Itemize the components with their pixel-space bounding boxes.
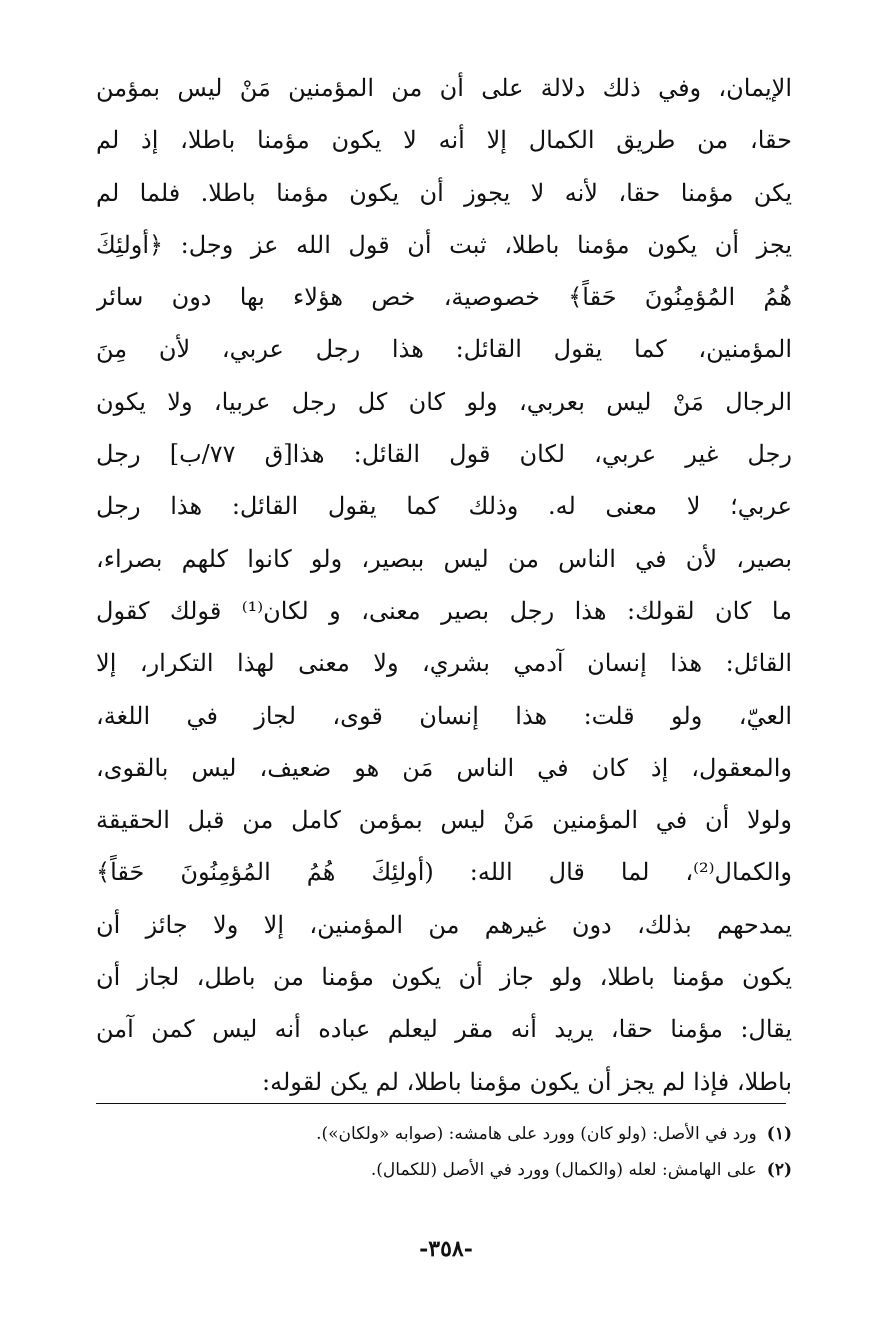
text-line: الإيمان، وفي ذلك دلالة على أن من المؤمنين مَنْ ليس بمؤمن bbox=[96, 74, 792, 102]
footnote-number: (٢) bbox=[766, 1160, 792, 1180]
text-line: والمعقول، إذ كان في الناس مَن هو ضعيف، ليس بالقوى، bbox=[96, 753, 792, 782]
text-line: ما كان لقولك: هذا رجل بصير معنى، و لكان⁽¹⁾ قولك كقول bbox=[96, 596, 792, 625]
footnote-text: على الهامش: لعله (والكمال) وورد في الأصل (للكمال). bbox=[370, 1160, 757, 1180]
text-line: رجل غير عربي، لكان قول القائل: هذا[ق ٧٧/ب] رجل bbox=[96, 440, 792, 469]
text-line: الرجال مَنْ ليس بعربي، ولو كان كل رجل عربيا، ولا يكون bbox=[96, 387, 792, 416]
text-line: يكون مؤمنا باطلا، ولو جاز أن يكون مؤمنا من باطل، لجاز أن bbox=[96, 963, 792, 992]
footnote-1 bbox=[150, 1116, 792, 1152]
footnotes bbox=[150, 1116, 792, 1188]
text-line: ولولا أن في المؤمنين مَنْ ليس بمؤمن كامل من قبل الحقيقة bbox=[96, 806, 792, 835]
text-line: حقا، من طريق الكمال إلا أنه لا يكون مؤمنا باطلا، إذ لم bbox=[96, 126, 792, 155]
text-line: بصير، لأن في الناس من ليس ببصير، ولو كانوا كلهم بصراء، bbox=[96, 544, 792, 573]
footnote-text: ورد في الأصل: (ولو كان) وورد على هامشه: (صوابه «ولكان»). bbox=[316, 1124, 757, 1144]
text-line: المؤمنين، كما يقول القائل: هذا رجل عربي، لأن مِنَ bbox=[96, 335, 792, 364]
text-line: باطلا، فإذا لم يجز أن يكون مؤمنا باطلا، لم يكن لقوله: bbox=[262, 1067, 792, 1096]
text-line: يكن مؤمنا حقا، لأنه لا يجوز أن يكون مؤمنا باطلا. فلما لم bbox=[96, 178, 792, 207]
text-line: يقال: مؤمنا حقا، يريد أنه مقر ليعلم عباده أنه ليس كمن آمن bbox=[96, 1015, 792, 1044]
page-number: -٣٥٨- bbox=[419, 1236, 473, 1262]
footnote-2 bbox=[150, 1152, 792, 1188]
footnote-number: (١) bbox=[766, 1124, 792, 1144]
text-line: يجز أن يكون مؤمنا باطلا، ثبت أن قول الله عز وجل: ﴿أولئِكَ bbox=[96, 230, 792, 259]
main-text bbox=[96, 62, 792, 1108]
text-line: القائل: هذا إنسان آدمي بشري، ولا معنى لهذا التكرار، إلا bbox=[96, 649, 792, 678]
text-line: عربي؛ لا معنى له. وذلك كما يقول القائل: هذا رجل bbox=[96, 492, 792, 521]
footnote-divider bbox=[96, 1103, 786, 1104]
text-line: هُمُ المُؤمِنُونَ حَقاً﴾ خصوصية، خص هؤلاء بها دون سائر bbox=[96, 283, 792, 312]
text-line: والكمال⁽²⁾، لما قال الله: (أولئِكَ هُمُ المُؤمِنُونَ حَقاً﴾ bbox=[96, 858, 792, 887]
text-line: يمدحهم بذلك، دون غيرهم من المؤمنين، إلا ولا جائز أن bbox=[96, 910, 792, 939]
text-line: العيّ، ولو قلت: هذا إنسان قوى، لجاز في اللغة، bbox=[96, 701, 792, 730]
